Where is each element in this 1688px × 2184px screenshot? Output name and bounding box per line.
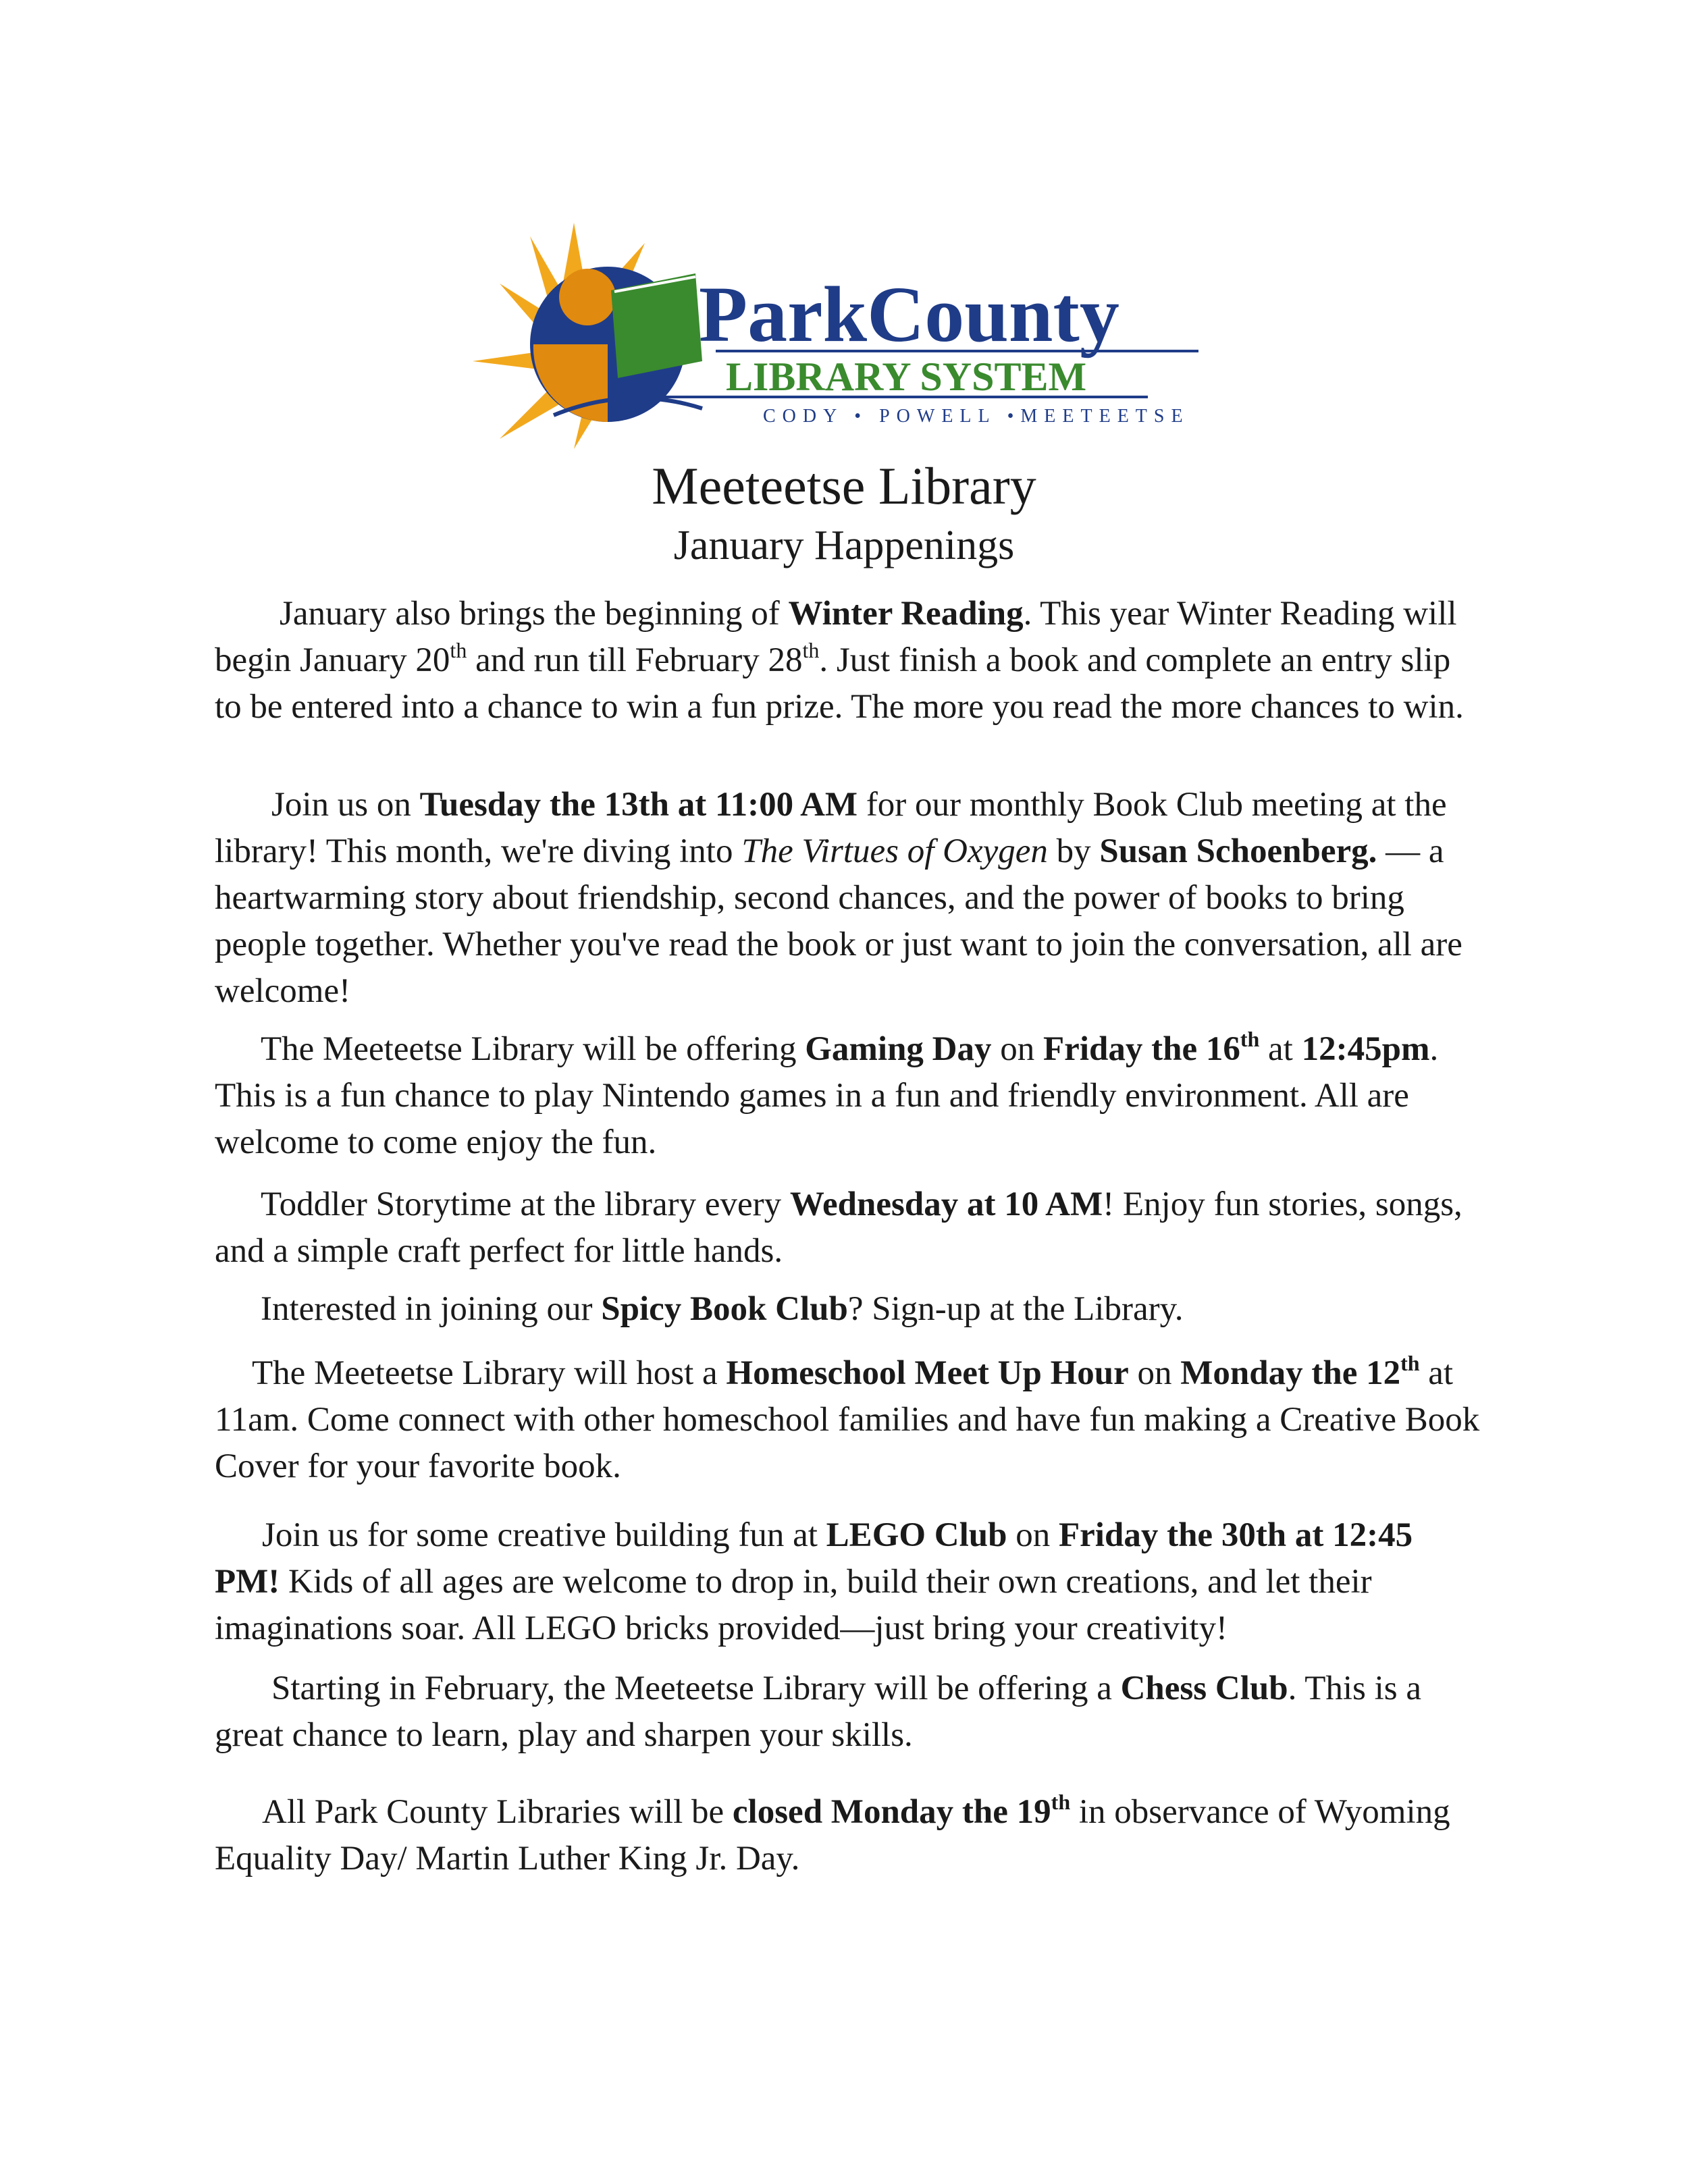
book-title: The Virtues of Oxygen (741, 832, 1048, 870)
paragraph-spicy-book-club: Interested in joining our Spicy Book Club? Sign-up at the Library. (261, 1290, 1184, 1328)
logo-text-library-system: LIBRARY SYSTEM (726, 354, 1087, 399)
paragraph-closure-notice: All Park County Libraries will be closed Monday the 19th in observance of Wyoming Equality Day/ Martin Luther King Jr. Day. (215, 1790, 1450, 1877)
book-club-date: Tuesday the 13th at 11:00 AM (419, 786, 858, 824)
lego-club-highlight: LEGO Club (826, 1516, 1007, 1554)
paragraph-toddler-storytime: Toddler Storytime at the library every Wednesday at 10 AM! Enjoy fun stories, songs, and a simple craft perfect for little hands. (215, 1186, 1462, 1270)
lego-club-date: Friday the 30th at 12:45 PM! (215, 1516, 1413, 1601)
winter-reading-highlight: Winter Reading (788, 595, 1024, 633)
paragraph-homeschool: The Meeteetse Library will host a Homeschool Meet Up Hour on Monday the 12th at 11am. Come connect with other homeschool families and have fun making a Creative Book Cover for your favorite book. (215, 1351, 1480, 1485)
storytime-date: Wednesday at 10 AM (789, 1186, 1103, 1223)
spicy-book-club-highlight: Spicy Book Club (601, 1290, 848, 1328)
logo-text-park-county: ParkCounty (699, 270, 1119, 358)
paragraph-book-club: Join us on Tuesday the 13th at 11:00 AM for our monthly Book Club meeting at the library! This month, we're diving into The Virtues of Oxygen by Susan Schoenberg. — a heartwarming story about friendship, second chances, and the power of books to bring people together. Whether you've read the book or just want to join the conversation, all are welcome! (215, 786, 1462, 1010)
gaming-day-date: Friday the 16th (1043, 1027, 1260, 1068)
gaming-day-highlight: Gaming Day (805, 1030, 992, 1068)
park-county-library-logo (473, 216, 1209, 452)
page-title: Meeteetse Library (652, 456, 1036, 515)
closure-date: closed Monday the 19th (732, 1790, 1071, 1831)
paragraph-gaming-day: The Meeteetse Library will be offering Gaming Day on Friday the 16th at 12:45pm. This is a fun chance to play Nintendo games in a fun and friendly environment. All are welcome to come enjoy the fun. (215, 1027, 1439, 1161)
homeschool-highlight: Homeschool Meet Up Hour (726, 1354, 1129, 1392)
paragraph-chess-club: Starting in February, the Meeteetse Library will be offering a Chess Club. This is a great chance to learn, play and sharpen your skills. (215, 1670, 1422, 1754)
paragraph-winter-reading: January also brings the beginning of Winter Reading. This year Winter Reading will begin January 20th and run till February 28th. Just finish a book and complete an entry slip to be entered into a chance to win a fun prize. The more you read the more chances to win. (215, 595, 1464, 726)
book-author: Susan Schoenberg. (1099, 832, 1377, 870)
paragraph-lego-club: Join us for some creative building fun at LEGO Club on Friday the 30th at 12:45 PM! Kids of all ages are welcome to drop in, build their own creations, and let their imaginations soar. All LEGO bricks provided—just bring your creativity! (215, 1516, 1413, 1647)
logo-text-branches: CODY • POWELL •MEETEETSE (763, 406, 1190, 427)
chess-club-highlight: Chess Club (1120, 1670, 1288, 1707)
logo-head (559, 269, 616, 325)
gaming-day-time: 12:45pm (1301, 1030, 1430, 1068)
page-subtitle: January Happenings (673, 523, 1015, 568)
homeschool-date: Monday the 12th (1180, 1351, 1420, 1392)
